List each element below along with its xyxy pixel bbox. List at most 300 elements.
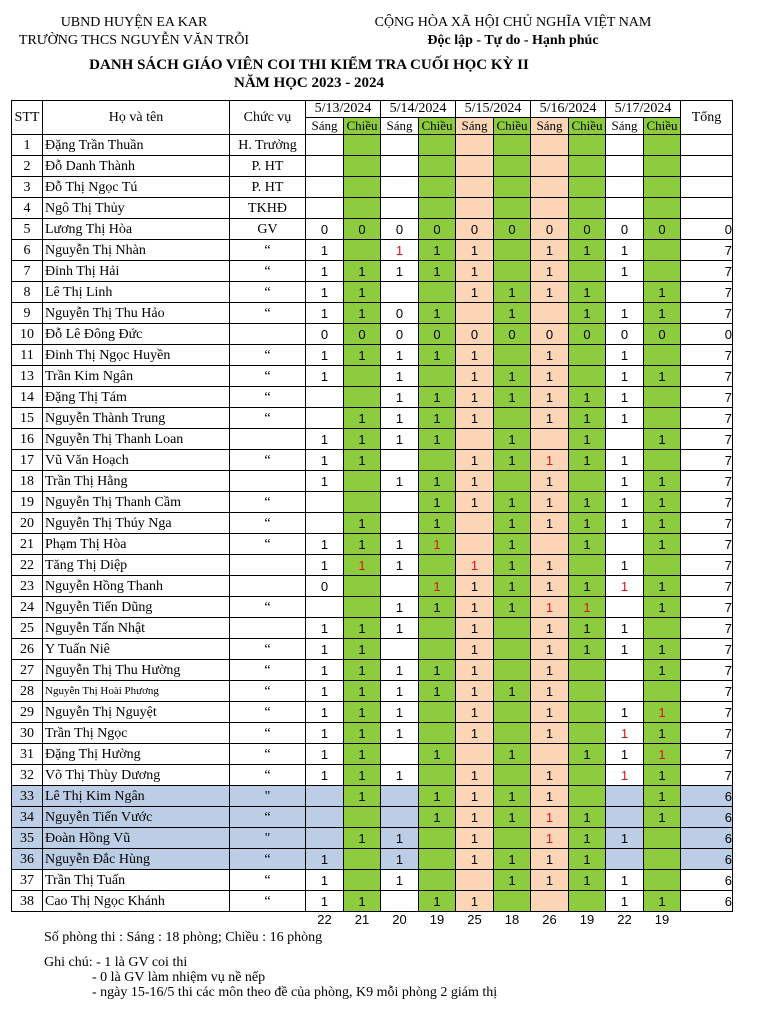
row-stt: 6 <box>12 240 43 261</box>
session-cell: 1 <box>381 471 419 492</box>
row-total: 7 <box>681 303 733 324</box>
session-cell: 1 <box>419 597 456 618</box>
table-row <box>12 324 733 345</box>
session-cell: 1 <box>494 534 531 555</box>
session-cell: 1 <box>569 807 606 828</box>
session-cell: 1 <box>531 681 569 702</box>
session-cell: 1 <box>381 345 419 366</box>
teacher-role: “ <box>230 870 306 891</box>
session-cell: 1 <box>494 387 531 408</box>
table-row <box>12 828 733 849</box>
session-cell: 1 <box>381 555 419 576</box>
session-cell <box>306 828 344 849</box>
session-cell: 1 <box>644 639 681 660</box>
session-cell: 1 <box>419 345 456 366</box>
session-header: Chiều <box>344 118 381 135</box>
sums-spacer <box>12 912 43 928</box>
session-header: Sáng <box>381 118 419 135</box>
header-row-dates <box>12 101 733 118</box>
row-total: 7 <box>681 240 733 261</box>
session-cell <box>644 387 681 408</box>
session-cell <box>344 471 381 492</box>
session-cell <box>494 765 531 786</box>
session-cell <box>644 198 681 219</box>
session-cell <box>569 723 606 744</box>
session-cell <box>569 660 606 681</box>
session-cell <box>606 786 644 807</box>
row-stt: 27 <box>12 660 43 681</box>
session-cell: 1 <box>419 891 456 912</box>
session-cell: 0 <box>419 219 456 240</box>
session-cell: 1 <box>569 828 606 849</box>
teacher-name: Đinh Thị Hải <box>43 261 230 282</box>
teacher-name: Đỗ Thị Ngọc Tú <box>43 177 230 198</box>
teacher-name: Đặng Thị Hường <box>43 744 230 765</box>
session-cell: 1 <box>306 345 344 366</box>
session-cell <box>419 870 456 891</box>
session-cell <box>569 345 606 366</box>
teacher-role: " <box>230 828 306 849</box>
session-cell <box>456 303 494 324</box>
session-cell <box>306 513 344 534</box>
table-row <box>12 681 733 702</box>
session-cell: 1 <box>569 849 606 870</box>
session-cell <box>344 366 381 387</box>
session-cell: 0 <box>644 324 681 345</box>
session-cell: 1 <box>306 555 344 576</box>
date-header: 5/16/2024 <box>531 101 606 118</box>
session-cell <box>381 450 419 471</box>
teacher-role: “ <box>230 387 306 408</box>
table-row <box>12 156 733 177</box>
session-cell <box>344 156 381 177</box>
session-cell <box>644 135 681 156</box>
teacher-name: Nguyễn Thành Trung <box>43 408 230 429</box>
row-stt: 17 <box>12 450 43 471</box>
teacher-name: Nguyễn Tiến Dũng <box>43 597 230 618</box>
row-total <box>681 156 733 177</box>
session-cell <box>531 744 569 765</box>
session-cell <box>419 618 456 639</box>
session-cell <box>456 135 494 156</box>
session-cell: 1 <box>644 597 681 618</box>
session-cell: 1 <box>306 870 344 891</box>
row-stt: 21 <box>12 534 43 555</box>
row-stt: 8 <box>12 282 43 303</box>
session-cell <box>419 723 456 744</box>
session-cell <box>344 870 381 891</box>
session-cell: 0 <box>381 303 419 324</box>
session-cell: 1 <box>344 450 381 471</box>
school-name: TRƯỜNG THCS NGUYỄN VĂN TRỖI <box>18 33 250 48</box>
session-cell <box>306 807 344 828</box>
column-sum: 25 <box>467 912 482 927</box>
session-cell <box>606 807 644 828</box>
teacher-role: P. HT <box>230 177 306 198</box>
teacher-role: “ <box>230 366 306 387</box>
session-cell: 1 <box>531 618 569 639</box>
col-stt-header: STT <box>12 101 43 135</box>
session-cell: 1 <box>456 555 494 576</box>
session-cell <box>419 177 456 198</box>
session-cell: 1 <box>531 639 569 660</box>
col-role-header: Chức vụ <box>230 101 306 135</box>
session-cell <box>644 261 681 282</box>
table-row <box>12 429 733 450</box>
teacher-role: “ <box>230 891 306 912</box>
session-cell <box>569 156 606 177</box>
session-cell <box>569 135 606 156</box>
session-cell: 1 <box>419 429 456 450</box>
teacher-role: “ <box>230 408 306 429</box>
session-cell: 1 <box>381 660 419 681</box>
session-cell <box>644 618 681 639</box>
session-cell <box>606 660 644 681</box>
column-sum: 22 <box>317 912 332 927</box>
session-cell: 1 <box>569 744 606 765</box>
teacher-name: Vũ Văn Hoạch <box>43 450 230 471</box>
session-cell: 1 <box>456 576 494 597</box>
row-stt: 29 <box>12 702 43 723</box>
session-cell: 1 <box>494 555 531 576</box>
row-total: 7 <box>681 744 733 765</box>
table-row <box>12 786 733 807</box>
row-stt: 7 <box>12 261 43 282</box>
session-cell <box>381 807 419 828</box>
session-cell <box>419 828 456 849</box>
session-cell: 1 <box>606 471 644 492</box>
session-cell: 1 <box>494 576 531 597</box>
table-row <box>12 555 733 576</box>
row-total: 6 <box>681 786 733 807</box>
teacher-role: “ <box>230 639 306 660</box>
session-cell <box>531 156 569 177</box>
session-cell: 1 <box>344 282 381 303</box>
session-cell: 1 <box>456 807 494 828</box>
session-cell: 1 <box>419 744 456 765</box>
session-cell: 1 <box>644 660 681 681</box>
teacher-role: “ <box>230 282 306 303</box>
teacher-role: “ <box>230 660 306 681</box>
teacher-role: GV <box>230 219 306 240</box>
session-cell <box>606 429 644 450</box>
session-cell: 0 <box>306 219 344 240</box>
row-stt: 31 <box>12 744 43 765</box>
session-cell: 1 <box>494 450 531 471</box>
session-cell: 1 <box>381 240 419 261</box>
column-sum: 26 <box>542 912 557 927</box>
note-line-1: Ghi chú: - 1 là GV coi thi <box>44 955 188 970</box>
session-cell <box>381 576 419 597</box>
session-cell: 1 <box>381 387 419 408</box>
teacher-name: Y Tuấn Niê <box>43 639 230 660</box>
session-cell: 0 <box>344 324 381 345</box>
session-cell <box>344 135 381 156</box>
session-cell: 1 <box>456 849 494 870</box>
row-stt: 5 <box>12 219 43 240</box>
row-stt: 30 <box>12 723 43 744</box>
row-total <box>681 198 733 219</box>
session-cell: 0 <box>494 219 531 240</box>
session-cell: 1 <box>456 366 494 387</box>
teacher-name: Nguyễn Thị Thu Hảo <box>43 303 230 324</box>
session-cell <box>606 198 644 219</box>
document-title: DANH SÁCH GIÁO VIÊN COI THI KIỂM TRA CUỐI HỌC KỲ II <box>89 57 529 73</box>
session-cell: 1 <box>456 408 494 429</box>
session-cell <box>381 198 419 219</box>
session-cell <box>456 429 494 450</box>
row-total: 7 <box>681 450 733 471</box>
session-cell: 1 <box>419 576 456 597</box>
teacher-name: Nguyễn Hồng Thanh <box>43 576 230 597</box>
teacher-name: Nguyễn Tấn Nhật <box>43 618 230 639</box>
teacher-name: Trần Kim Ngân <box>43 366 230 387</box>
session-cell <box>494 261 531 282</box>
session-cell: 1 <box>644 366 681 387</box>
session-cell: 1 <box>644 471 681 492</box>
row-total: 7 <box>681 555 733 576</box>
session-cell: 1 <box>419 492 456 513</box>
table-body <box>12 135 733 912</box>
session-cell <box>381 156 419 177</box>
session-cell <box>644 828 681 849</box>
teacher-name: Trần Thị Hằng <box>43 471 230 492</box>
session-cell: 1 <box>494 849 531 870</box>
session-cell: 1 <box>531 471 569 492</box>
session-cell <box>606 534 644 555</box>
teacher-role: “ <box>230 534 306 555</box>
session-cell <box>494 891 531 912</box>
teacher-name: Trần Thị Ngọc <box>43 723 230 744</box>
session-cell: 1 <box>606 765 644 786</box>
session-cell: 1 <box>494 303 531 324</box>
table-row <box>12 513 733 534</box>
session-cell: 1 <box>606 828 644 849</box>
row-stt: 9 <box>12 303 43 324</box>
session-cell: 1 <box>456 723 494 744</box>
session-cell <box>306 198 344 219</box>
session-cell: 1 <box>531 282 569 303</box>
session-cell: 1 <box>344 408 381 429</box>
session-cell: 1 <box>344 681 381 702</box>
session-cell: 0 <box>494 324 531 345</box>
column-sum: 20 <box>392 912 407 927</box>
session-cell: 1 <box>456 597 494 618</box>
session-cell: 1 <box>456 765 494 786</box>
column-sum: 21 <box>354 912 370 927</box>
row-stt: 24 <box>12 597 43 618</box>
session-cell <box>494 828 531 849</box>
session-cell <box>344 807 381 828</box>
session-cell: 1 <box>531 597 569 618</box>
teacher-name: Nguyễn Thị Thúy Nga <box>43 513 230 534</box>
session-cell: 1 <box>531 765 569 786</box>
table-row <box>12 744 733 765</box>
teacher-role <box>230 555 306 576</box>
session-cell: 0 <box>644 219 681 240</box>
session-cell <box>344 849 381 870</box>
teacher-role: “ <box>230 702 306 723</box>
session-header: Chiều <box>644 118 681 135</box>
row-stt: 11 <box>12 345 43 366</box>
session-cell: 1 <box>494 492 531 513</box>
session-cell: 1 <box>419 387 456 408</box>
session-cell: 1 <box>306 240 344 261</box>
session-cell: 1 <box>531 240 569 261</box>
session-cell: 1 <box>531 492 569 513</box>
session-cell: 1 <box>644 282 681 303</box>
session-cell <box>419 156 456 177</box>
session-cell: 1 <box>344 660 381 681</box>
session-cell: 1 <box>606 492 644 513</box>
session-cell <box>494 408 531 429</box>
teacher-name: Đỗ Danh Thành <box>43 156 230 177</box>
teacher-name: Nguyễn Đắc Hùng <box>43 849 230 870</box>
session-cell <box>531 198 569 219</box>
session-cell: 1 <box>344 765 381 786</box>
session-cell <box>381 786 419 807</box>
session-cell: 1 <box>381 849 419 870</box>
session-cell: 1 <box>569 429 606 450</box>
session-cell: 1 <box>419 534 456 555</box>
teacher-name: Nguyễn Tiến Vước <box>43 807 230 828</box>
session-cell <box>344 597 381 618</box>
session-cell <box>531 177 569 198</box>
teacher-name: Lương Thị Hòa <box>43 219 230 240</box>
teacher-role: “ <box>230 681 306 702</box>
district-name: UBND HUYỆN EA KAR <box>60 15 208 30</box>
session-cell: 0 <box>306 324 344 345</box>
table-row <box>12 870 733 891</box>
session-cell <box>569 261 606 282</box>
national-motto: Độc lập - Tự do - Hạnh phúc <box>427 33 599 48</box>
row-total: 7 <box>681 282 733 303</box>
column-sum: 22 <box>617 912 632 927</box>
column-sums-row <box>12 912 733 928</box>
table-row <box>12 135 733 156</box>
session-cell: 1 <box>606 366 644 387</box>
session-cell <box>381 891 419 912</box>
session-cell: 1 <box>644 891 681 912</box>
session-cell: 1 <box>456 387 494 408</box>
col-total-header: Tổng <box>681 101 733 135</box>
session-cell: 1 <box>306 429 344 450</box>
session-cell <box>456 198 494 219</box>
teacher-name: Đoàn Hồng Vũ <box>43 828 230 849</box>
session-cell <box>456 870 494 891</box>
session-cell <box>381 177 419 198</box>
session-cell <box>569 681 606 702</box>
invigilator-table <box>11 100 733 927</box>
session-cell <box>644 177 681 198</box>
note-line-3: - ngày 15-16/5 thi các môn theo đề của phòng, K9 mỗi phòng 2 giám thị <box>92 985 498 1000</box>
session-cell: 1 <box>306 534 344 555</box>
session-cell: 1 <box>419 681 456 702</box>
row-total: 7 <box>681 618 733 639</box>
row-total <box>681 135 733 156</box>
session-cell: 1 <box>419 807 456 828</box>
table-row <box>12 450 733 471</box>
session-cell <box>494 702 531 723</box>
session-cell: 1 <box>644 576 681 597</box>
session-cell: 1 <box>531 387 569 408</box>
session-cell <box>456 744 494 765</box>
session-cell: 1 <box>419 471 456 492</box>
teacher-name: Nguyễn Thị Thanh Cầm <box>43 492 230 513</box>
row-stt: 19 <box>12 492 43 513</box>
row-stt: 22 <box>12 555 43 576</box>
teacher-role: “ <box>230 723 306 744</box>
session-cell <box>644 681 681 702</box>
session-cell: 0 <box>531 219 569 240</box>
session-header: Chiều <box>494 118 531 135</box>
session-cell: 1 <box>569 303 606 324</box>
row-stt: 10 <box>12 324 43 345</box>
session-cell: 1 <box>531 513 569 534</box>
session-cell <box>569 555 606 576</box>
session-cell <box>456 156 494 177</box>
table-row <box>12 807 733 828</box>
session-cell: 1 <box>606 555 644 576</box>
session-cell <box>644 156 681 177</box>
session-cell <box>531 891 569 912</box>
session-cell: 1 <box>306 891 344 912</box>
teacher-role <box>230 429 306 450</box>
session-cell <box>569 177 606 198</box>
teacher-role <box>230 618 306 639</box>
session-cell <box>344 576 381 597</box>
sums-spacer <box>43 912 230 928</box>
session-cell: 1 <box>606 261 644 282</box>
session-cell <box>569 366 606 387</box>
row-total: 7 <box>681 366 733 387</box>
date-header: 5/15/2024 <box>456 101 531 118</box>
session-cell <box>606 597 644 618</box>
row-stt: 20 <box>12 513 43 534</box>
session-cell: 1 <box>381 702 419 723</box>
session-cell <box>606 849 644 870</box>
column-sum: 19 <box>654 912 670 927</box>
session-cell <box>644 408 681 429</box>
session-cell <box>644 849 681 870</box>
session-cell: 1 <box>494 807 531 828</box>
teacher-role <box>230 576 306 597</box>
session-cell: 1 <box>306 261 344 282</box>
teacher-role: P. HT <box>230 156 306 177</box>
session-cell <box>419 765 456 786</box>
table-row <box>12 345 733 366</box>
session-cell <box>494 156 531 177</box>
session-cell: 1 <box>569 408 606 429</box>
session-cell: 1 <box>456 639 494 660</box>
row-stt: 1 <box>12 135 43 156</box>
session-cell: 1 <box>344 702 381 723</box>
session-cell <box>644 450 681 471</box>
teacher-name: Lê Thị Kim Ngân <box>43 786 230 807</box>
teacher-name: Tăng Thị Diệp <box>43 555 230 576</box>
table-row <box>12 534 733 555</box>
session-cell: 1 <box>456 660 494 681</box>
session-cell: 1 <box>419 240 456 261</box>
session-cell: 1 <box>644 807 681 828</box>
note-line-2: - 0 là GV làm nhiệm vụ nề nếp <box>92 970 266 985</box>
table-row <box>12 240 733 261</box>
session-cell: 1 <box>644 702 681 723</box>
room-count: Số phòng thi : Sáng : 18 phòng; Chiều : 16 phòng <box>44 930 323 945</box>
session-cell <box>381 492 419 513</box>
teacher-role: “ <box>230 744 306 765</box>
session-cell <box>419 366 456 387</box>
